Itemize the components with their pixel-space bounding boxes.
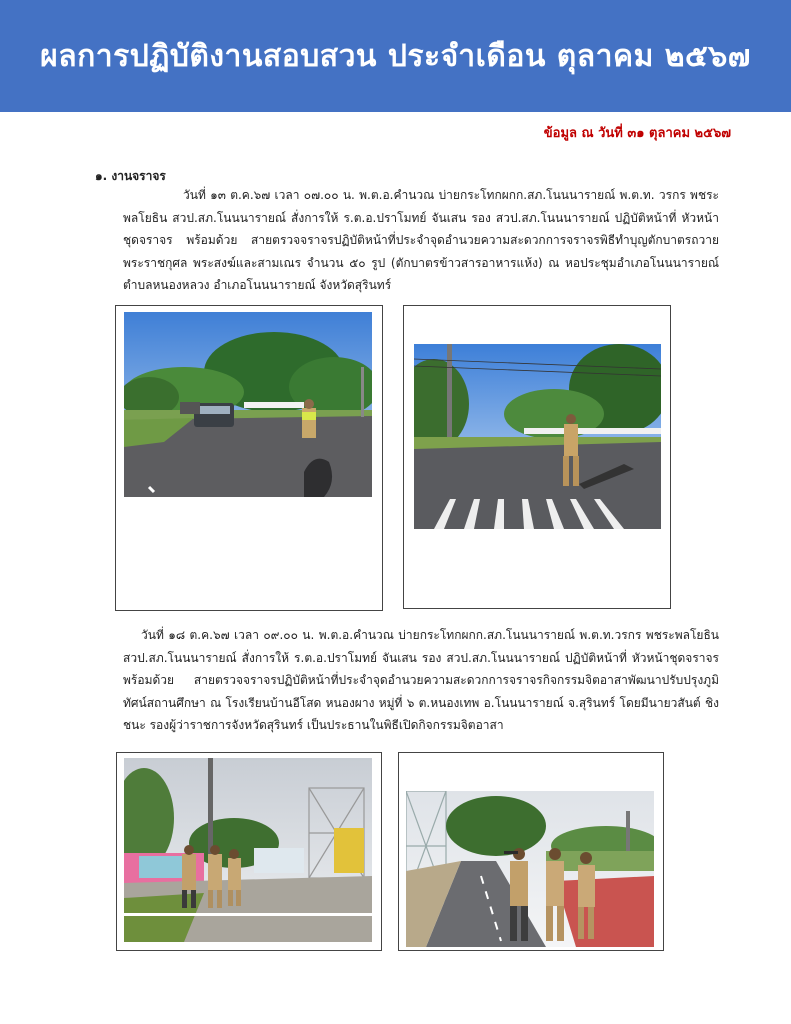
photo-officers-school-gate — [124, 758, 372, 942]
photo-traffic-officer-intersection — [124, 312, 372, 497]
header-banner — [0, 0, 791, 112]
section-heading: ๑. งานจราจร — [95, 169, 166, 183]
entry-paragraph-1 — [123, 184, 719, 297]
photo-officers-roadside — [406, 791, 654, 947]
entry-text-1: วันที่ ๑๓ ต.ค.๖๗ เวลา ๐๗.๐๐ น. พ.ต.อ.คำนวณ บ่ายกระโทกผกก.สภ.โนนนารายณ์ พ.ต.ท. วรกร พชระพลโยธิน สวป.สภ.โนนนารายณ์ สั่งการให้ ร.ต.อ.ปราโมทย์ จันเสน รอง สวป.สภ.โนนนารายณ์ ปฏิบัติหน้าที่ หัวหน้าชุดจราจร พร้อมด้วย สายตรวจจราจรปฏิบัติหน้าที่ประจำจุดอำนวยความสะดวกการจราจรพิธีทำบุญตักบาตรถวายพระราชกุศล พระสงฆ์และสามเณร จำนวน ๕๐ รูป (ตักบาตรข้าวสารอาหารแห้ง) ณ หอประชุมอำเภอโนนนารายณ์ ตำบลหนองหลวง อำเภอโนนนารายณ์ จังหวัดสุรินทร์ — [123, 188, 719, 292]
as-of-date: ข้อมูล ณ วันที่ ๓๑ ตุลาคม ๒๕๖๗ — [543, 126, 731, 141]
entry-text-2: วันที่ ๑๘ ต.ค.๖๗ เวลา ๐๙.๐๐ น. พ.ต.อ.คำนวณ บ่ายกระโทกผกก.สภ.โนนนารายณ์ พ.ต.ท.วรกร พชระพลโยธิน สวป.สภ.โนนนารายณ์ สั่งการให้ ร.ต.อ.ปราโมทย์ จันเสน รอง สวป.สภ.โนนนารายณ์ ปฏิบัติหน้าที่ หัวหน้าชุดจราจร พร้อมด้วย สายตรวจจราจรปฏิบัติหน้าที่ประจำจุดอำนวยความสะดวกการจราจรกิจกรรมจิตอาสาพัฒนาปรับปรุงภูมิทัศน์สถานศึกษา ณ โรงเรียนบ้านอีโสด หนองผาง หมู่ที่ ๖ ต.หนองเทพ อ.โนนนารายณ์ จ.สุรินทร์ โดยมีนายวสันต์ ชิงชนะ รองผู้ว่าราชการจังหวัดสุรินทร์ เป็นประธานในพิธีเปิดกิจกรรมจิตอาสา — [123, 628, 719, 732]
photo-officer-crosswalk — [414, 344, 661, 529]
page-title: ผลการปฏิบัติงานสอบสวน ประจำเดือน ตุลาคม ๒๕๖๗ — [40, 38, 751, 74]
entry-paragraph-2 — [123, 624, 719, 737]
